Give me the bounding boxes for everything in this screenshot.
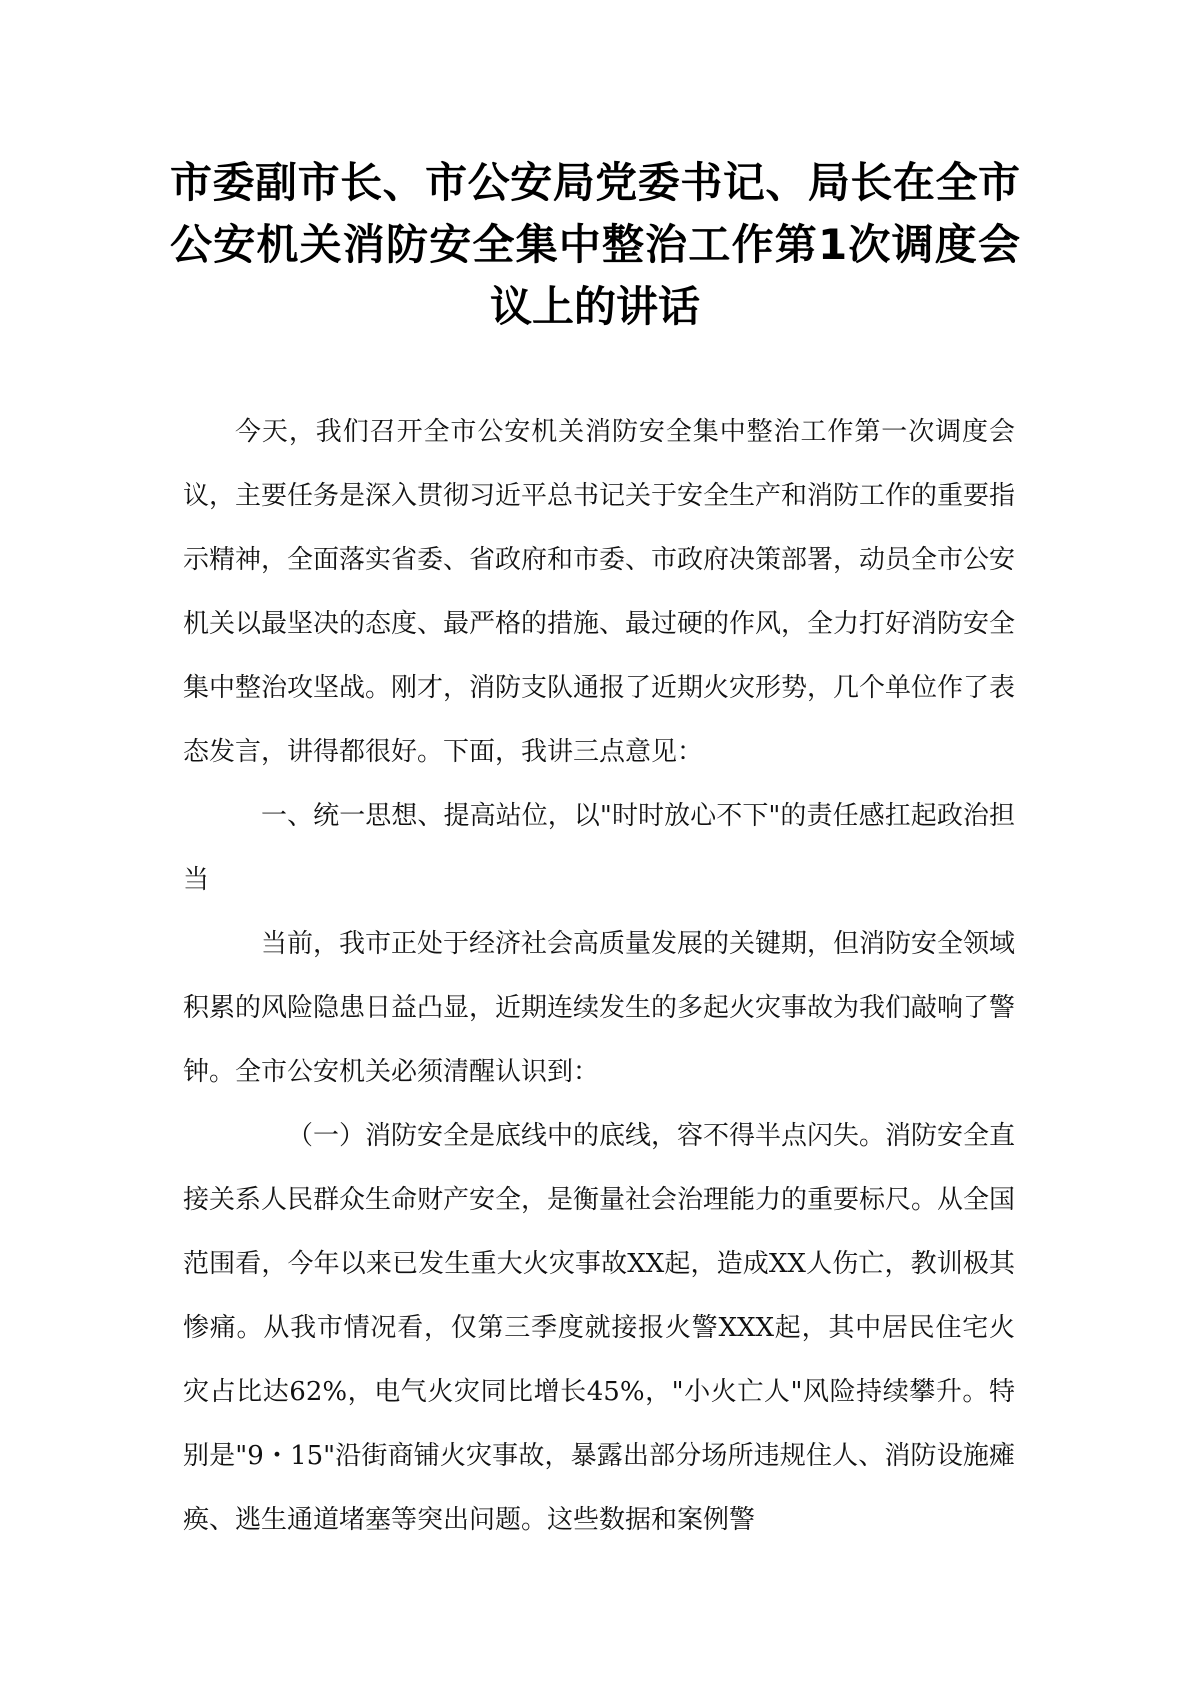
document-body: [183, 400, 1015, 1552]
paragraph-intro: 今天，我们召开全市公安机关消防安全集中整治工作第一次调度会议，主要任务是深入贯彻习近平总书记关于安全生产和消防工作的重要指示精神，全面落实省委、省政府和市委、市政府决策部署，动员全市公安机关以最坚决的态度、最严格的措施、最过硬的作风，全力打好消防安全集中整治攻坚战。刚才，消防支队通报了近期火灾形势，几个单位作了表态发言，讲得都很好。下面，我讲三点意见：: [183, 417, 1016, 767]
paragraph-current-situation: 当前，我市正处于经济社会高质量发展的关键期，但消防安全领域积累的风险隐患日益凸显，近期连续发生的多起火灾事故为我们敲响了警钟。全市公安机关必须清醒认识到：: [183, 929, 1016, 1087]
document-title: 市委副市长、市公安局党委书记、局长在全市公安机关消防安全集中整治工作第1次调度会议上的讲话: [170, 158, 1020, 331]
section-heading-1: 一、统一思想、提高站位，以"时时放心不下"的责任感扛起政治担当: [183, 801, 1015, 895]
paragraph-subpoint-1: （一）消防安全是底线中的底线，容不得半点闪失。消防安全直接关系人民群众生命财产安全，是衡量社会治理能力的重要标尺。从全国范围看，今年以来已发生重大火灾事故XX起，造成XX人伤亡，教训极其惨痛。从我市情况看，仅第三季度就接报火警XXX起，其中居民住宅火灾占比达62%，电气火灾同比增长45%，"小火亡人"风险持续攀升。特别是"9・15"沿街商铺火灾事故，暴露出部分场所违规住人、消防设施瘫痪、逃生通道堵塞等突出问题。这些数据和案例警: [183, 1121, 1016, 1535]
